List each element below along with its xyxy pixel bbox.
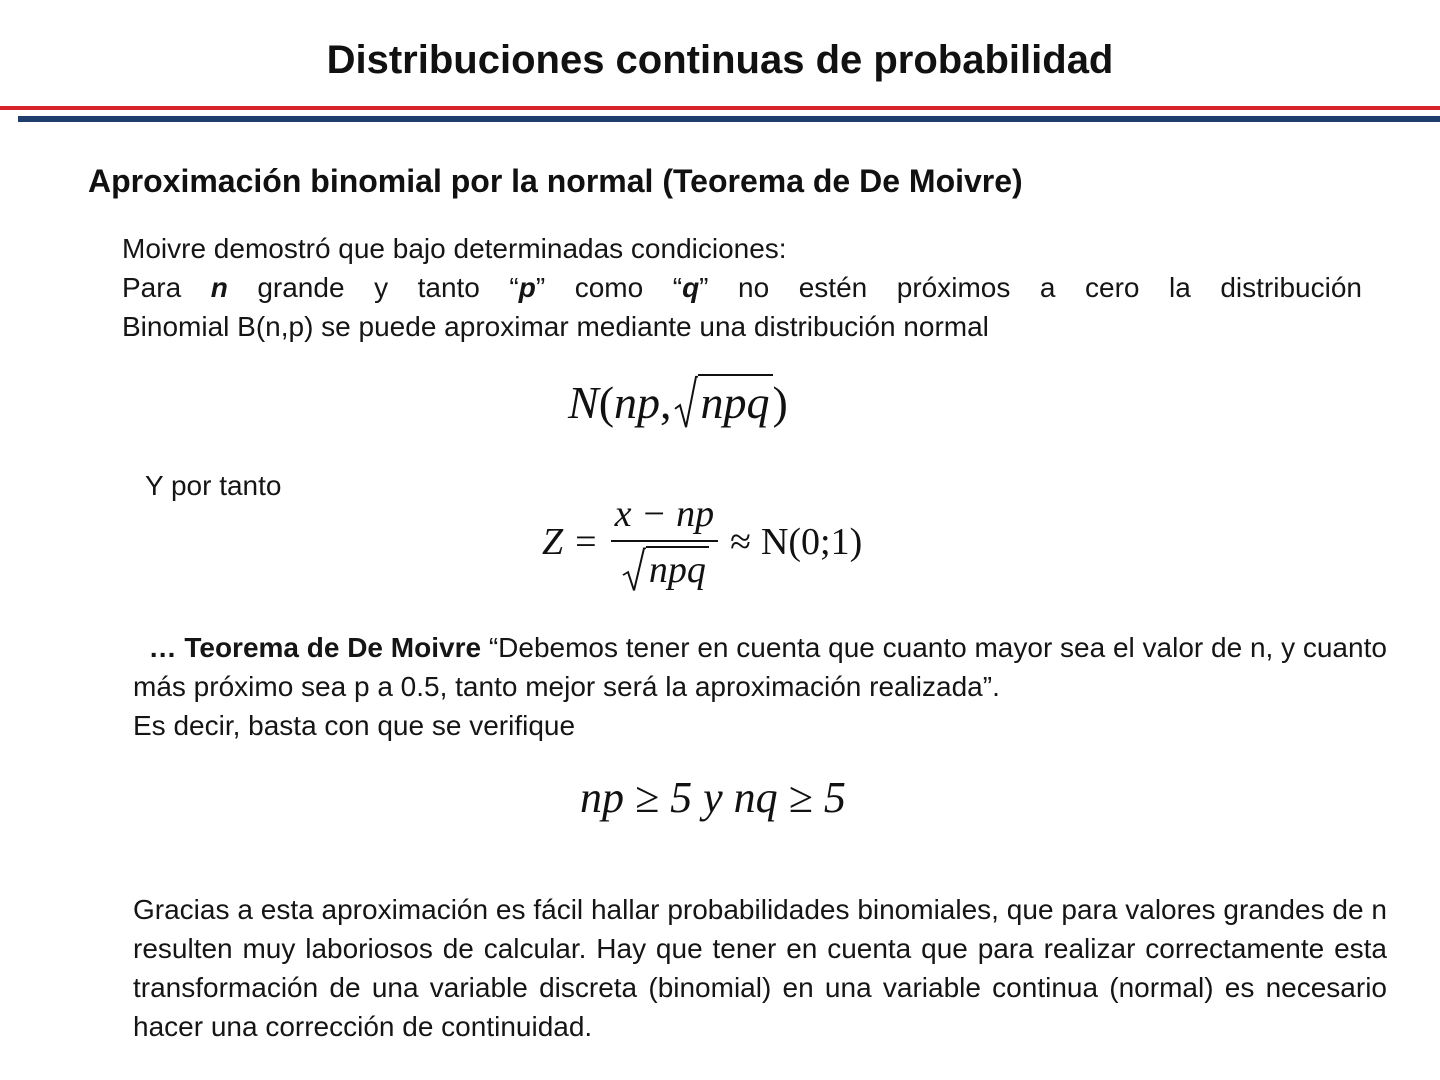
intro-line-3: Binomial B(n,p) se puede aproximar mediante una distribución normal bbox=[122, 311, 989, 342]
theorem-text: “Debemos tener en cuenta que cuanto mayor sea el valor de n, y cuanto más próximo sea p a 0.5, tanto mejor será la aproximación realizada”. bbox=[133, 632, 1387, 702]
formula-z bbox=[542, 492, 862, 592]
formula-normal-open: ( bbox=[598, 377, 615, 428]
transition-text: Y por tanto bbox=[145, 470, 282, 501]
formula-z-numerator: x − np bbox=[614, 493, 715, 535]
section-subtitle: Aproximación binomial por la normal (Teorema de De Moivre) bbox=[88, 163, 1023, 199]
formula-normal-N: N bbox=[568, 377, 599, 428]
var-n: n bbox=[210, 272, 228, 303]
formula-z-rhs: N(0;1) bbox=[760, 521, 863, 563]
intro-text-a: Para bbox=[122, 272, 211, 303]
intro-paragraph bbox=[122, 229, 1362, 346]
theorem-paragraph bbox=[133, 628, 1387, 745]
intro-text-d: ” no estén próximos a cero la distribución bbox=[699, 272, 1362, 303]
closing-paragraph: Gracias a esta aproximación es fácil hallar probabilidades binomiales, que para valores grandes de n resulten muy laboriosos de calcular. Hay que tener en cuenta que para realizar correctamente esta transformación de una variable discreta (binomial) en una variable continua (normal) es necesario hacer una corrección de continuidad. bbox=[133, 894, 1387, 1042]
var-q: q bbox=[682, 272, 700, 303]
theorem-line-3: Es decir, basta con que se verifique bbox=[133, 710, 576, 741]
formula-normal-radicand: npq bbox=[698, 374, 773, 429]
sqrt-symbol bbox=[622, 546, 709, 592]
intro-line-1: Moivre demostró que bajo determinadas condiciones: bbox=[122, 233, 787, 264]
formula-condition: np ≥ 5 y nq ≥ 5 bbox=[580, 773, 846, 822]
radical-icon bbox=[622, 546, 646, 592]
formula-z-approx: ≈ bbox=[730, 521, 751, 563]
formula-z-eq: = bbox=[575, 521, 597, 563]
formula-normal bbox=[568, 374, 788, 429]
header-rule-red bbox=[0, 106, 1440, 110]
formula-z-fraction bbox=[611, 492, 719, 592]
formula-z-radicand: npq bbox=[646, 546, 709, 592]
intro-text-c: ” como “ bbox=[535, 272, 683, 303]
var-p: p bbox=[518, 272, 536, 303]
formula-normal-comma: , bbox=[660, 377, 672, 428]
sqrt-symbol bbox=[674, 374, 773, 429]
formula-normal-close: ) bbox=[772, 377, 788, 428]
formula-normal-mean: np bbox=[614, 377, 661, 428]
formula-z-lhs: Z bbox=[542, 521, 564, 563]
formula-z-denominator bbox=[620, 542, 709, 592]
header-rule-blue bbox=[18, 116, 1440, 122]
intro-text-b: grande y tanto “ bbox=[227, 272, 519, 303]
radical-icon bbox=[674, 374, 698, 429]
theorem-lead: … Teorema de De Moivre bbox=[148, 632, 482, 663]
intro-line-2 bbox=[122, 268, 1362, 307]
page-title: Distribuciones continuas de probabilidad bbox=[326, 38, 1114, 82]
